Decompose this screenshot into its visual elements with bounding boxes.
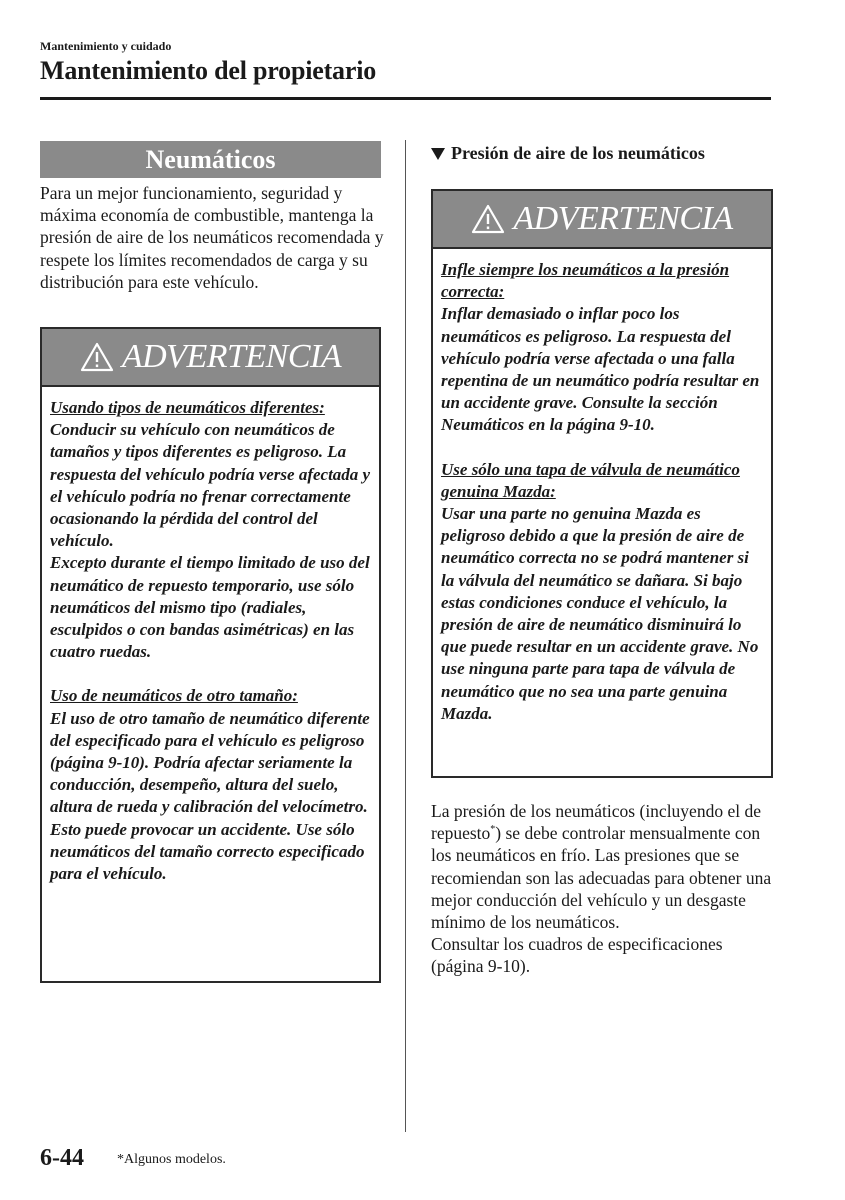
- warning-text: Excepto durante el tiempo limitado de uso del neumático de repuesto temporario, use sólo neumáticos del mismo tipo (radiales, esculpidos o con bandas asimétricas) en las cuatro ruedas.: [50, 553, 370, 662]
- warning-header: [42, 329, 379, 387]
- header-section-label: Mantenimiento y cuidado: [40, 39, 172, 53]
- page-title: Mantenimiento del propietario: [40, 56, 377, 85]
- warning-header: [433, 191, 771, 249]
- subsection-heading: [431, 143, 705, 164]
- warning-subheading: Usando tipos de neumáticos diferentes:: [50, 398, 325, 417]
- warning-title: ADVERTENCIA: [513, 200, 733, 237]
- warning-subheading: Infle siempre los neumáticos a la presión correcta:: [441, 260, 730, 302]
- spacer: [50, 663, 371, 685]
- warning-subheading: Use sólo una tapa de válvula de neumático genuina Mazda:: [441, 459, 740, 501]
- paragraph-text: Consultar los cuadros de especificaciones (página 9-10).: [431, 934, 723, 977]
- warning-text: Usar una parte no genuina Mazda es peligroso debido a que la presión de aire de neumático correcta no se podrá mantener si la válvula del neumático se dañara. Si bajo estas condiciones conduce el vehículo, la presión de aire de neumático disminuirá lo que puede resultar en un accidente grave. No use ninguna parte para tapa de válvula de neumático que no sea una parte genuina Mazda.: [441, 504, 759, 723]
- warning-box-left: [40, 327, 381, 983]
- paragraph-text: La presión de los neumáticos (incluyendo el de repuesto: [431, 801, 761, 844]
- warning-body: [433, 249, 771, 733]
- section-heading-neumaticos: Neumáticos: [40, 141, 381, 178]
- warning-triangle-icon: [80, 342, 114, 372]
- tire-pressure-paragraph: [431, 800, 776, 978]
- subsection-title: Presión de aire de los neumáticos: [451, 143, 705, 163]
- warning-text: El uso de otro tamaño de neumático diferente del especificado para el vehículo es peligroso (página 9-10). Podría afectar seriamente la conducción, desempeño, altura del suelo, altura de rueda y calibración del velocímetro. Esto puede provocar un accidente. Use sólo neumáticos del tamaño correcto especificado para el vehículo.: [50, 708, 370, 884]
- warning-triangle-icon: [471, 204, 505, 234]
- warning-box-right: [431, 189, 773, 778]
- triangle-down-icon: [431, 147, 445, 161]
- warning-title: ADVERTENCIA: [121, 338, 342, 375]
- column-divider: [405, 140, 406, 1132]
- header-divider: [40, 97, 771, 100]
- spacer: [441, 437, 763, 459]
- paragraph-text: ) se debe controlar mensualmente con los neumáticos en frío. Las presiones que se recomiendan son las adecuadas para obtener una mejor conducción del vehículo y un desgaste mínimo de los neumáticos.: [431, 823, 772, 933]
- warning-text: Inflar demasiado o inflar poco los neumáticos es peligroso. La respuesta del vehículo podría verse afectada o una falla repentina de un neumático podría resultar en un accidente grave. Consulte la sección Neumáticos en la página 9-10.: [441, 304, 760, 435]
- intro-paragraph: Para un mejor funcionamiento, seguridad y máxima economía de combustible, mantenga la presión de aire de los neumáticos recomendada y respete los límites recomendados de carga y su distribución para este vehículo.: [40, 183, 384, 292]
- warning-body: [42, 387, 379, 893]
- page-number: 6-44: [40, 1145, 84, 1171]
- footnote: *Algunos modelos.: [117, 1152, 226, 1167]
- warning-text: Conducir su vehículo con neumáticos de tamaños y tipos diferentes es peligroso. La respuesta del vehículo podría verse afectada y el vehículo podría no frenar correctamente ocasionando la pérdida del control del vehículo.: [50, 420, 371, 551]
- warning-subheading: Uso de neumáticos de otro tamaño:: [50, 686, 298, 706]
- footnote-marker: *: [490, 824, 496, 836]
